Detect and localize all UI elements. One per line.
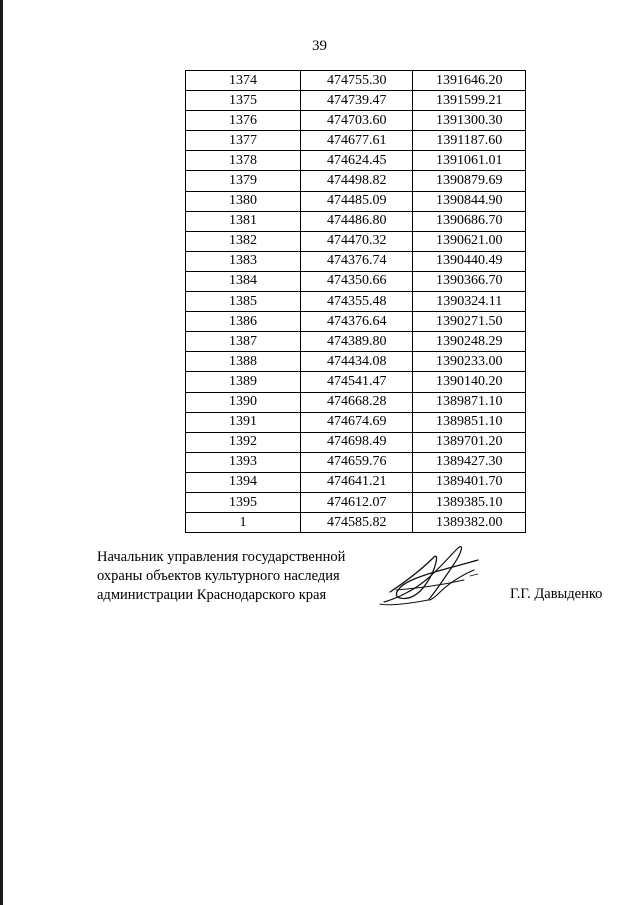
point-number-cell: 1376	[186, 111, 301, 131]
table-row	[186, 392, 526, 412]
x-coordinate-cell: 474612.07	[301, 492, 413, 512]
table-row	[186, 492, 526, 512]
point-number-cell: 1379	[186, 171, 301, 191]
x-coordinate-cell: 474389.80	[301, 332, 413, 352]
table-row	[186, 312, 526, 332]
y-coordinate-cell: 1390440.49	[413, 251, 526, 271]
table-row	[186, 412, 526, 432]
y-coordinate-cell: 1389701.20	[413, 432, 526, 452]
table-row	[186, 131, 526, 151]
table-row	[186, 191, 526, 211]
table-row	[186, 472, 526, 492]
y-coordinate-cell: 1391187.60	[413, 131, 526, 151]
x-coordinate-cell: 474350.66	[301, 271, 413, 291]
point-number-cell: 1378	[186, 151, 301, 171]
signatory-title-line: охраны объектов культурного наследия	[97, 568, 340, 584]
y-coordinate-cell: 1391646.20	[413, 71, 526, 91]
y-coordinate-cell: 1391061.01	[413, 151, 526, 171]
table-row	[186, 332, 526, 352]
x-coordinate-cell: 474376.64	[301, 312, 413, 332]
x-coordinate-cell: 474585.82	[301, 513, 413, 533]
table-row	[186, 111, 526, 131]
page-left-border	[0, 0, 3, 905]
point-number-cell: 1387	[186, 332, 301, 352]
handwritten-signature	[378, 540, 488, 610]
point-number-cell: 1393	[186, 452, 301, 472]
y-coordinate-cell: 1390686.70	[413, 211, 526, 231]
x-coordinate-cell: 474498.82	[301, 171, 413, 191]
table-row	[186, 513, 526, 533]
y-coordinate-cell: 1389427.30	[413, 452, 526, 472]
y-coordinate-cell: 1391599.21	[413, 91, 526, 111]
point-number-cell: 1394	[186, 472, 301, 492]
point-number-cell: 1380	[186, 191, 301, 211]
y-coordinate-cell: 1390324.11	[413, 292, 526, 312]
y-coordinate-cell: 1390844.90	[413, 191, 526, 211]
y-coordinate-cell: 1390248.29	[413, 332, 526, 352]
x-coordinate-cell: 474755.30	[301, 71, 413, 91]
point-number-cell: 1384	[186, 271, 301, 291]
point-number-cell: 1392	[186, 432, 301, 452]
y-coordinate-cell: 1390621.00	[413, 231, 526, 251]
point-number-cell: 1395	[186, 492, 301, 512]
y-coordinate-cell: 1389401.70	[413, 472, 526, 492]
x-coordinate-cell: 474541.47	[301, 372, 413, 392]
y-coordinate-cell: 1389385.10	[413, 492, 526, 512]
point-number-cell: 1388	[186, 352, 301, 372]
table-row	[186, 271, 526, 291]
signatory-title	[97, 548, 345, 605]
y-coordinate-cell: 1391300.30	[413, 111, 526, 131]
point-number-cell: 1382	[186, 231, 301, 251]
table-row	[186, 91, 526, 111]
y-coordinate-cell: 1390140.20	[413, 372, 526, 392]
page-number: 39	[312, 38, 327, 54]
point-number-cell: 1389	[186, 372, 301, 392]
x-coordinate-cell: 474703.60	[301, 111, 413, 131]
x-coordinate-cell: 474698.49	[301, 432, 413, 452]
point-number-cell: 1385	[186, 292, 301, 312]
x-coordinate-cell: 474659.76	[301, 452, 413, 472]
y-coordinate-cell: 1390366.70	[413, 271, 526, 291]
signatory-title-line: Начальник управления государственной	[97, 549, 346, 565]
point-number-cell: 1381	[186, 211, 301, 231]
coordinates-table-body	[186, 71, 526, 533]
table-row	[186, 352, 526, 372]
y-coordinate-cell: 1389382.00	[413, 513, 526, 533]
y-coordinate-cell: 1389851.10	[413, 412, 526, 432]
table-row	[186, 211, 526, 231]
x-coordinate-cell: 474668.28	[301, 392, 413, 412]
y-coordinate-cell: 1389871.10	[413, 392, 526, 412]
x-coordinate-cell: 474677.61	[301, 131, 413, 151]
table-row	[186, 372, 526, 392]
y-coordinate-cell: 1390233.00	[413, 352, 526, 372]
x-coordinate-cell: 474486.80	[301, 211, 413, 231]
table-row	[186, 171, 526, 191]
x-coordinate-cell: 474739.47	[301, 91, 413, 111]
table-row	[186, 251, 526, 271]
y-coordinate-cell: 1390271.50	[413, 312, 526, 332]
point-number-cell: 1383	[186, 251, 301, 271]
point-number-cell: 1	[186, 513, 301, 533]
x-coordinate-cell: 474434.08	[301, 352, 413, 372]
table-row	[186, 292, 526, 312]
table-row	[186, 432, 526, 452]
x-coordinate-cell: 474641.21	[301, 472, 413, 492]
table-row	[186, 231, 526, 251]
table-row	[186, 71, 526, 91]
point-number-cell: 1386	[186, 312, 301, 332]
point-number-cell: 1391	[186, 412, 301, 432]
table-row	[186, 151, 526, 171]
point-number-cell: 1377	[186, 131, 301, 151]
table-row	[186, 452, 526, 472]
x-coordinate-cell: 474470.32	[301, 231, 413, 251]
signatory-title-line: администрации Краснодарского края	[97, 587, 327, 603]
signer-name: Г.Г. Давыденко	[510, 586, 603, 602]
x-coordinate-cell: 474674.69	[301, 412, 413, 432]
x-coordinate-cell: 474485.09	[301, 191, 413, 211]
x-coordinate-cell: 474376.74	[301, 251, 413, 271]
x-coordinate-cell: 474624.45	[301, 151, 413, 171]
point-number-cell: 1390	[186, 392, 301, 412]
y-coordinate-cell: 1390879.69	[413, 171, 526, 191]
x-coordinate-cell: 474355.48	[301, 292, 413, 312]
point-number-cell: 1374	[186, 71, 301, 91]
point-number-cell: 1375	[186, 91, 301, 111]
coordinates-table	[185, 70, 526, 533]
